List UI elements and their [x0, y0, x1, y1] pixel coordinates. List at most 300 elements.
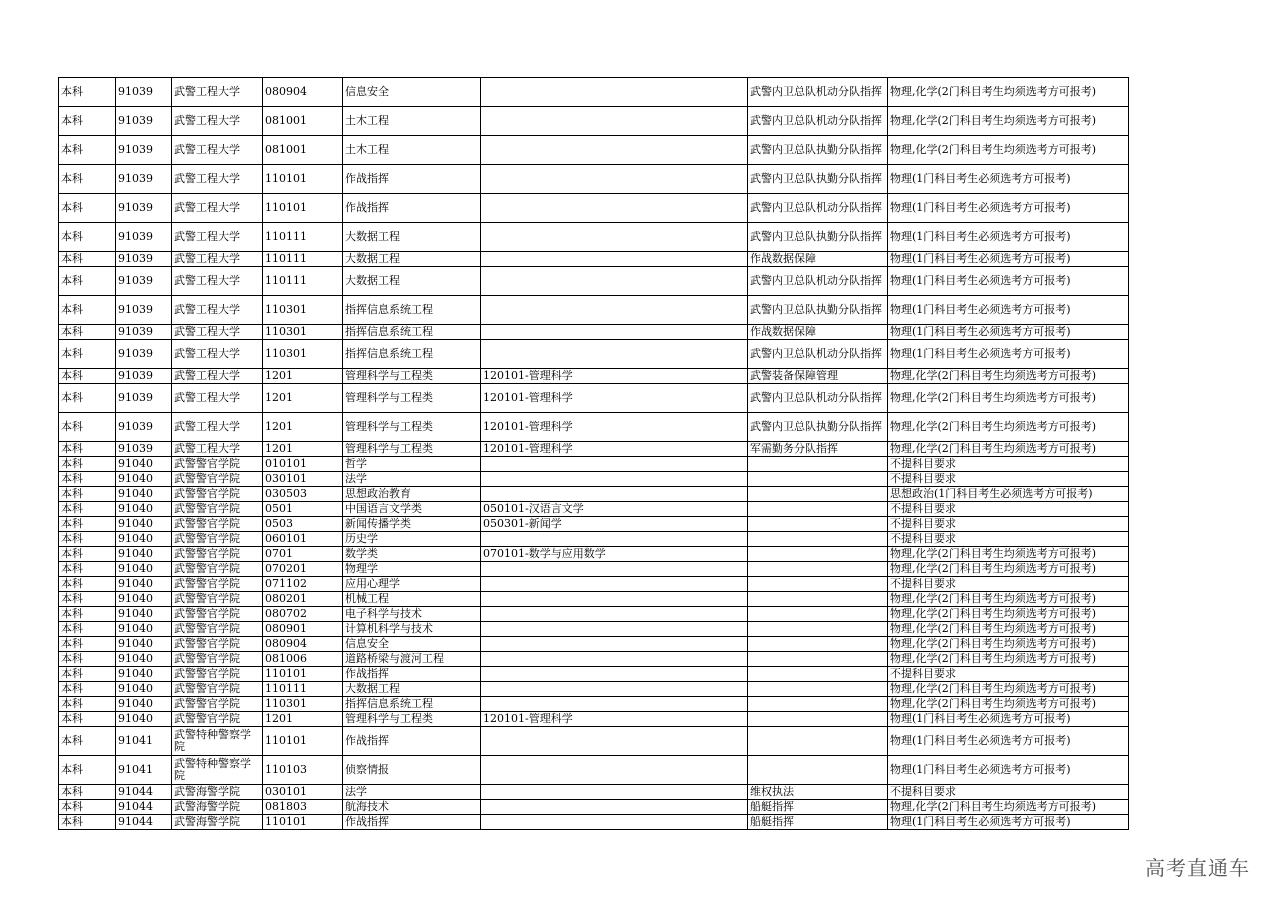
level-cell: 本科 — [59, 107, 116, 136]
major-code-cell: 080702 — [263, 607, 343, 622]
school-cell: 武警工程大学 — [172, 267, 263, 296]
level-cell: 本科 — [59, 682, 116, 697]
level-cell: 本科 — [59, 325, 116, 340]
table-row — [59, 517, 1129, 532]
sub-major-cell: 050301-新闻学 — [481, 517, 748, 532]
requirement-cell: 物理(1门科目考生必须选考方可报考) — [888, 756, 1129, 785]
major-code-cell: 110111 — [263, 223, 343, 252]
level-cell: 本科 — [59, 384, 116, 413]
requirement-cell: 不提科目要求 — [888, 667, 1129, 682]
major-name-cell: 侦察情报 — [343, 756, 481, 785]
level-cell: 本科 — [59, 712, 116, 727]
major-code-cell: 030101 — [263, 785, 343, 800]
school-cell: 武警警官学院 — [172, 697, 263, 712]
table-row — [59, 369, 1129, 384]
school-cell: 武警工程大学 — [172, 252, 263, 267]
code-cell: 91044 — [116, 800, 172, 815]
requirement-cell: 不提科目要求 — [888, 502, 1129, 517]
code-cell: 91040 — [116, 712, 172, 727]
requirement-cell: 不提科目要求 — [888, 517, 1129, 532]
major-name-cell: 信息安全 — [343, 78, 481, 107]
requirement-cell: 物理,化学(2门科目考生均须选考方可报考) — [888, 622, 1129, 637]
major-name-cell: 作战指挥 — [343, 815, 481, 830]
major-code-cell: 0701 — [263, 547, 343, 562]
sub-major-cell — [481, 697, 748, 712]
school-cell: 武警工程大学 — [172, 223, 263, 252]
requirement-cell: 不提科目要求 — [888, 472, 1129, 487]
direction-cell: 武警内卫总队机动分队指挥 — [748, 107, 888, 136]
sub-major-cell — [481, 562, 748, 577]
level-cell: 本科 — [59, 667, 116, 682]
level-cell: 本科 — [59, 622, 116, 637]
requirement-cell: 物理(1门科目考生必须选考方可报考) — [888, 815, 1129, 830]
sub-major-cell — [481, 267, 748, 296]
major-code-cell: 1201 — [263, 413, 343, 442]
direction-cell: 武警装备保障管理 — [748, 369, 888, 384]
direction-cell — [748, 652, 888, 667]
requirement-cell: 物理,化学(2门科目考生均须选考方可报考) — [888, 800, 1129, 815]
level-cell: 本科 — [59, 517, 116, 532]
sub-major-cell — [481, 727, 748, 756]
level-cell: 本科 — [59, 697, 116, 712]
level-cell: 本科 — [59, 815, 116, 830]
code-cell: 91044 — [116, 785, 172, 800]
direction-cell — [748, 637, 888, 652]
sub-major-cell — [481, 296, 748, 325]
table-row — [59, 136, 1129, 165]
sub-major-cell — [481, 457, 748, 472]
watermark-text: 高考直通车 — [1145, 856, 1250, 880]
requirement-cell: 物理,化学(2门科目考生均须选考方可报考) — [888, 637, 1129, 652]
major-code-cell: 110111 — [263, 252, 343, 267]
table-row — [59, 577, 1129, 592]
requirement-cell: 物理,化学(2门科目考生均须选考方可报考) — [888, 592, 1129, 607]
school-cell: 武警特种警察学院 — [172, 727, 263, 756]
sub-major-cell: 120101-管理科学 — [481, 712, 748, 727]
major-name-cell: 哲学 — [343, 457, 481, 472]
table-row — [59, 78, 1129, 107]
major-name-cell: 土木工程 — [343, 107, 481, 136]
sub-major-cell — [481, 136, 748, 165]
major-code-cell: 110101 — [263, 194, 343, 223]
school-cell: 武警警官学院 — [172, 502, 263, 517]
major-name-cell: 指挥信息系统工程 — [343, 697, 481, 712]
major-code-cell: 110103 — [263, 756, 343, 785]
direction-cell: 作战数据保障 — [748, 325, 888, 340]
major-name-cell: 指挥信息系统工程 — [343, 296, 481, 325]
requirement-cell: 物理,化学(2门科目考生均须选考方可报考) — [888, 107, 1129, 136]
code-cell: 91039 — [116, 442, 172, 457]
sub-major-cell — [481, 607, 748, 622]
direction-cell: 武警内卫总队执勤分队指挥 — [748, 165, 888, 194]
direction-cell: 船艇指挥 — [748, 800, 888, 815]
school-cell: 武警警官学院 — [172, 532, 263, 547]
level-cell: 本科 — [59, 165, 116, 194]
major-code-cell: 081001 — [263, 107, 343, 136]
school-cell: 武警警官学院 — [172, 712, 263, 727]
level-cell: 本科 — [59, 652, 116, 667]
major-code-cell: 1201 — [263, 442, 343, 457]
table-row — [59, 532, 1129, 547]
sub-major-cell — [481, 592, 748, 607]
direction-cell — [748, 532, 888, 547]
direction-cell: 武警内卫总队执勤分队指挥 — [748, 296, 888, 325]
direction-cell — [748, 682, 888, 697]
requirement-cell: 物理,化学(2门科目考生均须选考方可报考) — [888, 547, 1129, 562]
code-cell: 91039 — [116, 325, 172, 340]
sub-major-cell — [481, 637, 748, 652]
direction-cell: 武警内卫总队机动分队指挥 — [748, 384, 888, 413]
table-row — [59, 340, 1129, 369]
table-row — [59, 592, 1129, 607]
level-cell: 本科 — [59, 607, 116, 622]
major-name-cell: 航海技术 — [343, 800, 481, 815]
table-row — [59, 413, 1129, 442]
code-cell: 91039 — [116, 267, 172, 296]
direction-cell: 武警内卫总队机动分队指挥 — [748, 194, 888, 223]
school-cell: 武警工程大学 — [172, 325, 263, 340]
major-name-cell: 法学 — [343, 472, 481, 487]
code-cell: 91040 — [116, 667, 172, 682]
major-code-cell: 080901 — [263, 622, 343, 637]
requirement-cell: 物理,化学(2门科目考生均须选考方可报考) — [888, 682, 1129, 697]
admission-table — [58, 77, 1129, 830]
code-cell: 91040 — [116, 532, 172, 547]
code-cell: 91040 — [116, 622, 172, 637]
school-cell: 武警工程大学 — [172, 107, 263, 136]
school-cell: 武警警官学院 — [172, 547, 263, 562]
school-cell: 武警工程大学 — [172, 442, 263, 457]
code-cell: 91039 — [116, 194, 172, 223]
major-name-cell: 大数据工程 — [343, 267, 481, 296]
level-cell: 本科 — [59, 727, 116, 756]
major-code-cell: 110301 — [263, 340, 343, 369]
table-row — [59, 487, 1129, 502]
direction-cell — [748, 667, 888, 682]
direction-cell — [748, 502, 888, 517]
table-row — [59, 442, 1129, 457]
table-row — [59, 325, 1129, 340]
level-cell: 本科 — [59, 487, 116, 502]
major-name-cell: 电子科学与技术 — [343, 607, 481, 622]
code-cell: 91040 — [116, 502, 172, 517]
school-cell: 武警工程大学 — [172, 413, 263, 442]
major-code-cell: 110111 — [263, 682, 343, 697]
direction-cell: 武警内卫总队执勤分队指挥 — [748, 413, 888, 442]
school-cell: 武警海警学院 — [172, 785, 263, 800]
level-cell: 本科 — [59, 502, 116, 517]
sub-major-cell — [481, 165, 748, 194]
direction-cell — [748, 592, 888, 607]
code-cell: 91041 — [116, 727, 172, 756]
level-cell: 本科 — [59, 577, 116, 592]
major-code-cell: 110101 — [263, 667, 343, 682]
major-code-cell: 080201 — [263, 592, 343, 607]
code-cell: 91039 — [116, 369, 172, 384]
major-name-cell: 道路桥梁与渡河工程 — [343, 652, 481, 667]
major-name-cell: 作战指挥 — [343, 194, 481, 223]
table-row — [59, 727, 1129, 756]
sub-major-cell — [481, 223, 748, 252]
major-code-cell: 080904 — [263, 78, 343, 107]
direction-cell: 武警内卫总队执勤分队指挥 — [748, 223, 888, 252]
level-cell: 本科 — [59, 223, 116, 252]
sub-major-cell — [481, 577, 748, 592]
table-row — [59, 472, 1129, 487]
requirement-cell: 物理,化学(2门科目考生均须选考方可报考) — [888, 384, 1129, 413]
requirement-cell: 物理,化学(2门科目考生均须选考方可报考) — [888, 369, 1129, 384]
major-name-cell: 大数据工程 — [343, 682, 481, 697]
major-name-cell: 管理科学与工程类 — [343, 442, 481, 457]
school-cell: 武警工程大学 — [172, 165, 263, 194]
major-name-cell: 应用心理学 — [343, 577, 481, 592]
direction-cell: 维权执法 — [748, 785, 888, 800]
major-code-cell: 071102 — [263, 577, 343, 592]
school-cell: 武警工程大学 — [172, 369, 263, 384]
table-row — [59, 667, 1129, 682]
school-cell: 武警特种警察学院 — [172, 756, 263, 785]
major-code-cell: 060101 — [263, 532, 343, 547]
school-cell: 武警警官学院 — [172, 652, 263, 667]
sub-major-cell — [481, 652, 748, 667]
code-cell: 91040 — [116, 577, 172, 592]
sub-major-cell — [481, 194, 748, 223]
major-code-cell: 081006 — [263, 652, 343, 667]
major-code-cell: 081001 — [263, 136, 343, 165]
level-cell: 本科 — [59, 785, 116, 800]
sub-major-cell: 070101-数学与应用数学 — [481, 547, 748, 562]
table-row — [59, 252, 1129, 267]
major-code-cell: 070201 — [263, 562, 343, 577]
major-code-cell: 0503 — [263, 517, 343, 532]
level-cell: 本科 — [59, 252, 116, 267]
sub-major-cell — [481, 340, 748, 369]
major-name-cell: 大数据工程 — [343, 223, 481, 252]
level-cell: 本科 — [59, 547, 116, 562]
sub-major-cell — [481, 532, 748, 547]
school-cell: 武警工程大学 — [172, 340, 263, 369]
table-row — [59, 756, 1129, 785]
code-cell: 91040 — [116, 517, 172, 532]
requirement-cell: 物理,化学(2门科目考生均须选考方可报考) — [888, 607, 1129, 622]
school-cell: 武警警官学院 — [172, 457, 263, 472]
sub-major-cell: 050101-汉语言文学 — [481, 502, 748, 517]
table-row — [59, 637, 1129, 652]
code-cell: 91040 — [116, 682, 172, 697]
major-code-cell: 080904 — [263, 637, 343, 652]
sub-major-cell — [481, 682, 748, 697]
major-code-cell: 081803 — [263, 800, 343, 815]
sub-major-cell — [481, 800, 748, 815]
school-cell: 武警警官学院 — [172, 622, 263, 637]
major-name-cell: 大数据工程 — [343, 252, 481, 267]
sub-major-cell — [481, 252, 748, 267]
table-row — [59, 682, 1129, 697]
code-cell: 91039 — [116, 340, 172, 369]
code-cell: 91040 — [116, 697, 172, 712]
major-name-cell: 土木工程 — [343, 136, 481, 165]
school-cell: 武警警官学院 — [172, 487, 263, 502]
table-row — [59, 457, 1129, 472]
direction-cell: 武警内卫总队执勤分队指挥 — [748, 136, 888, 165]
code-cell: 91039 — [116, 296, 172, 325]
table-row — [59, 607, 1129, 622]
table-row — [59, 712, 1129, 727]
sub-major-cell — [481, 107, 748, 136]
level-cell: 本科 — [59, 457, 116, 472]
direction-cell — [748, 727, 888, 756]
table-row — [59, 547, 1129, 562]
school-cell: 武警工程大学 — [172, 296, 263, 325]
requirement-cell: 物理,化学(2门科目考生均须选考方可报考) — [888, 78, 1129, 107]
table-row — [59, 785, 1129, 800]
direction-cell: 船艇指挥 — [748, 815, 888, 830]
level-cell: 本科 — [59, 472, 116, 487]
requirement-cell: 不提科目要求 — [888, 577, 1129, 592]
major-name-cell: 作战指挥 — [343, 667, 481, 682]
sub-major-cell — [481, 815, 748, 830]
code-cell: 91039 — [116, 223, 172, 252]
code-cell: 91040 — [116, 472, 172, 487]
requirement-cell: 物理,化学(2门科目考生均须选考方可报考) — [888, 136, 1129, 165]
major-code-cell: 1201 — [263, 369, 343, 384]
sub-major-cell — [481, 756, 748, 785]
major-code-cell: 110301 — [263, 697, 343, 712]
major-name-cell: 机械工程 — [343, 592, 481, 607]
major-name-cell: 历史学 — [343, 532, 481, 547]
major-name-cell: 思想政治教育 — [343, 487, 481, 502]
direction-cell — [748, 756, 888, 785]
major-code-cell: 110111 — [263, 267, 343, 296]
code-cell: 91040 — [116, 637, 172, 652]
level-cell: 本科 — [59, 756, 116, 785]
requirement-cell: 物理(1门科目考生必须选考方可报考) — [888, 712, 1129, 727]
level-cell: 本科 — [59, 562, 116, 577]
sub-major-cell — [481, 785, 748, 800]
direction-cell — [748, 622, 888, 637]
sub-major-cell: 120101-管理科学 — [481, 413, 748, 442]
major-name-cell: 法学 — [343, 785, 481, 800]
code-cell: 91039 — [116, 78, 172, 107]
school-cell: 武警警官学院 — [172, 607, 263, 622]
direction-cell — [748, 457, 888, 472]
direction-cell — [748, 697, 888, 712]
requirement-cell: 物理(1门科目考生必须选考方可报考) — [888, 165, 1129, 194]
major-code-cell: 030101 — [263, 472, 343, 487]
major-code-cell: 030503 — [263, 487, 343, 502]
table-row — [59, 223, 1129, 252]
requirement-cell: 不提科目要求 — [888, 457, 1129, 472]
level-cell: 本科 — [59, 592, 116, 607]
table-row — [59, 652, 1129, 667]
direction-cell: 军需勤务分队指挥 — [748, 442, 888, 457]
school-cell: 武警工程大学 — [172, 384, 263, 413]
major-name-cell: 管理科学与工程类 — [343, 384, 481, 413]
major-name-cell: 信息安全 — [343, 637, 481, 652]
requirement-cell: 物理(1门科目考生必须选考方可报考) — [888, 325, 1129, 340]
code-cell: 91039 — [116, 413, 172, 442]
direction-cell: 武警内卫总队机动分队指挥 — [748, 78, 888, 107]
direction-cell — [748, 577, 888, 592]
code-cell: 91039 — [116, 136, 172, 165]
level-cell: 本科 — [59, 78, 116, 107]
school-cell: 武警警官学院 — [172, 577, 263, 592]
direction-cell — [748, 607, 888, 622]
table-row — [59, 800, 1129, 815]
level-cell: 本科 — [59, 637, 116, 652]
code-cell: 91039 — [116, 165, 172, 194]
requirement-cell: 物理,化学(2门科目考生均须选考方可报考) — [888, 562, 1129, 577]
table-row — [59, 296, 1129, 325]
table-row — [59, 194, 1129, 223]
requirement-cell: 不提科目要求 — [888, 532, 1129, 547]
major-name-cell: 数学类 — [343, 547, 481, 562]
table-body — [59, 78, 1129, 830]
sub-major-cell — [481, 622, 748, 637]
direction-cell — [748, 472, 888, 487]
school-cell: 武警工程大学 — [172, 136, 263, 165]
school-cell: 武警警官学院 — [172, 562, 263, 577]
requirement-cell: 物理(1门科目考生必须选考方可报考) — [888, 267, 1129, 296]
major-name-cell: 管理科学与工程类 — [343, 712, 481, 727]
direction-cell: 武警内卫总队机动分队指挥 — [748, 267, 888, 296]
code-cell: 91044 — [116, 815, 172, 830]
code-cell: 91039 — [116, 107, 172, 136]
school-cell: 武警警官学院 — [172, 667, 263, 682]
table-row — [59, 165, 1129, 194]
level-cell: 本科 — [59, 340, 116, 369]
school-cell: 武警工程大学 — [172, 78, 263, 107]
level-cell: 本科 — [59, 442, 116, 457]
code-cell: 91039 — [116, 384, 172, 413]
major-code-cell: 1201 — [263, 712, 343, 727]
requirement-cell: 不提科目要求 — [888, 785, 1129, 800]
sub-major-cell — [481, 667, 748, 682]
major-code-cell: 110101 — [263, 815, 343, 830]
level-cell: 本科 — [59, 369, 116, 384]
direction-cell — [748, 562, 888, 577]
table-row — [59, 562, 1129, 577]
code-cell: 91041 — [116, 756, 172, 785]
sub-major-cell — [481, 78, 748, 107]
major-code-cell: 010101 — [263, 457, 343, 472]
level-cell: 本科 — [59, 194, 116, 223]
level-cell: 本科 — [59, 296, 116, 325]
level-cell: 本科 — [59, 136, 116, 165]
sub-major-cell: 120101-管理科学 — [481, 369, 748, 384]
major-name-cell: 计算机科学与技术 — [343, 622, 481, 637]
code-cell: 91040 — [116, 562, 172, 577]
major-name-cell: 管理科学与工程类 — [343, 369, 481, 384]
code-cell: 91040 — [116, 487, 172, 502]
code-cell: 91040 — [116, 592, 172, 607]
school-cell: 武警警官学院 — [172, 592, 263, 607]
major-name-cell: 作战指挥 — [343, 727, 481, 756]
code-cell: 91040 — [116, 457, 172, 472]
table-row — [59, 267, 1129, 296]
requirement-cell: 物理(1门科目考生必须选考方可报考) — [888, 252, 1129, 267]
major-code-cell: 110101 — [263, 165, 343, 194]
major-name-cell: 作战指挥 — [343, 165, 481, 194]
level-cell: 本科 — [59, 267, 116, 296]
requirement-cell: 物理(1门科目考生必须选考方可报考) — [888, 223, 1129, 252]
school-cell: 武警警官学院 — [172, 682, 263, 697]
code-cell: 91040 — [116, 652, 172, 667]
school-cell: 武警工程大学 — [172, 194, 263, 223]
major-code-cell: 0501 — [263, 502, 343, 517]
sub-major-cell — [481, 472, 748, 487]
requirement-cell: 物理,化学(2门科目考生均须选考方可报考) — [888, 652, 1129, 667]
